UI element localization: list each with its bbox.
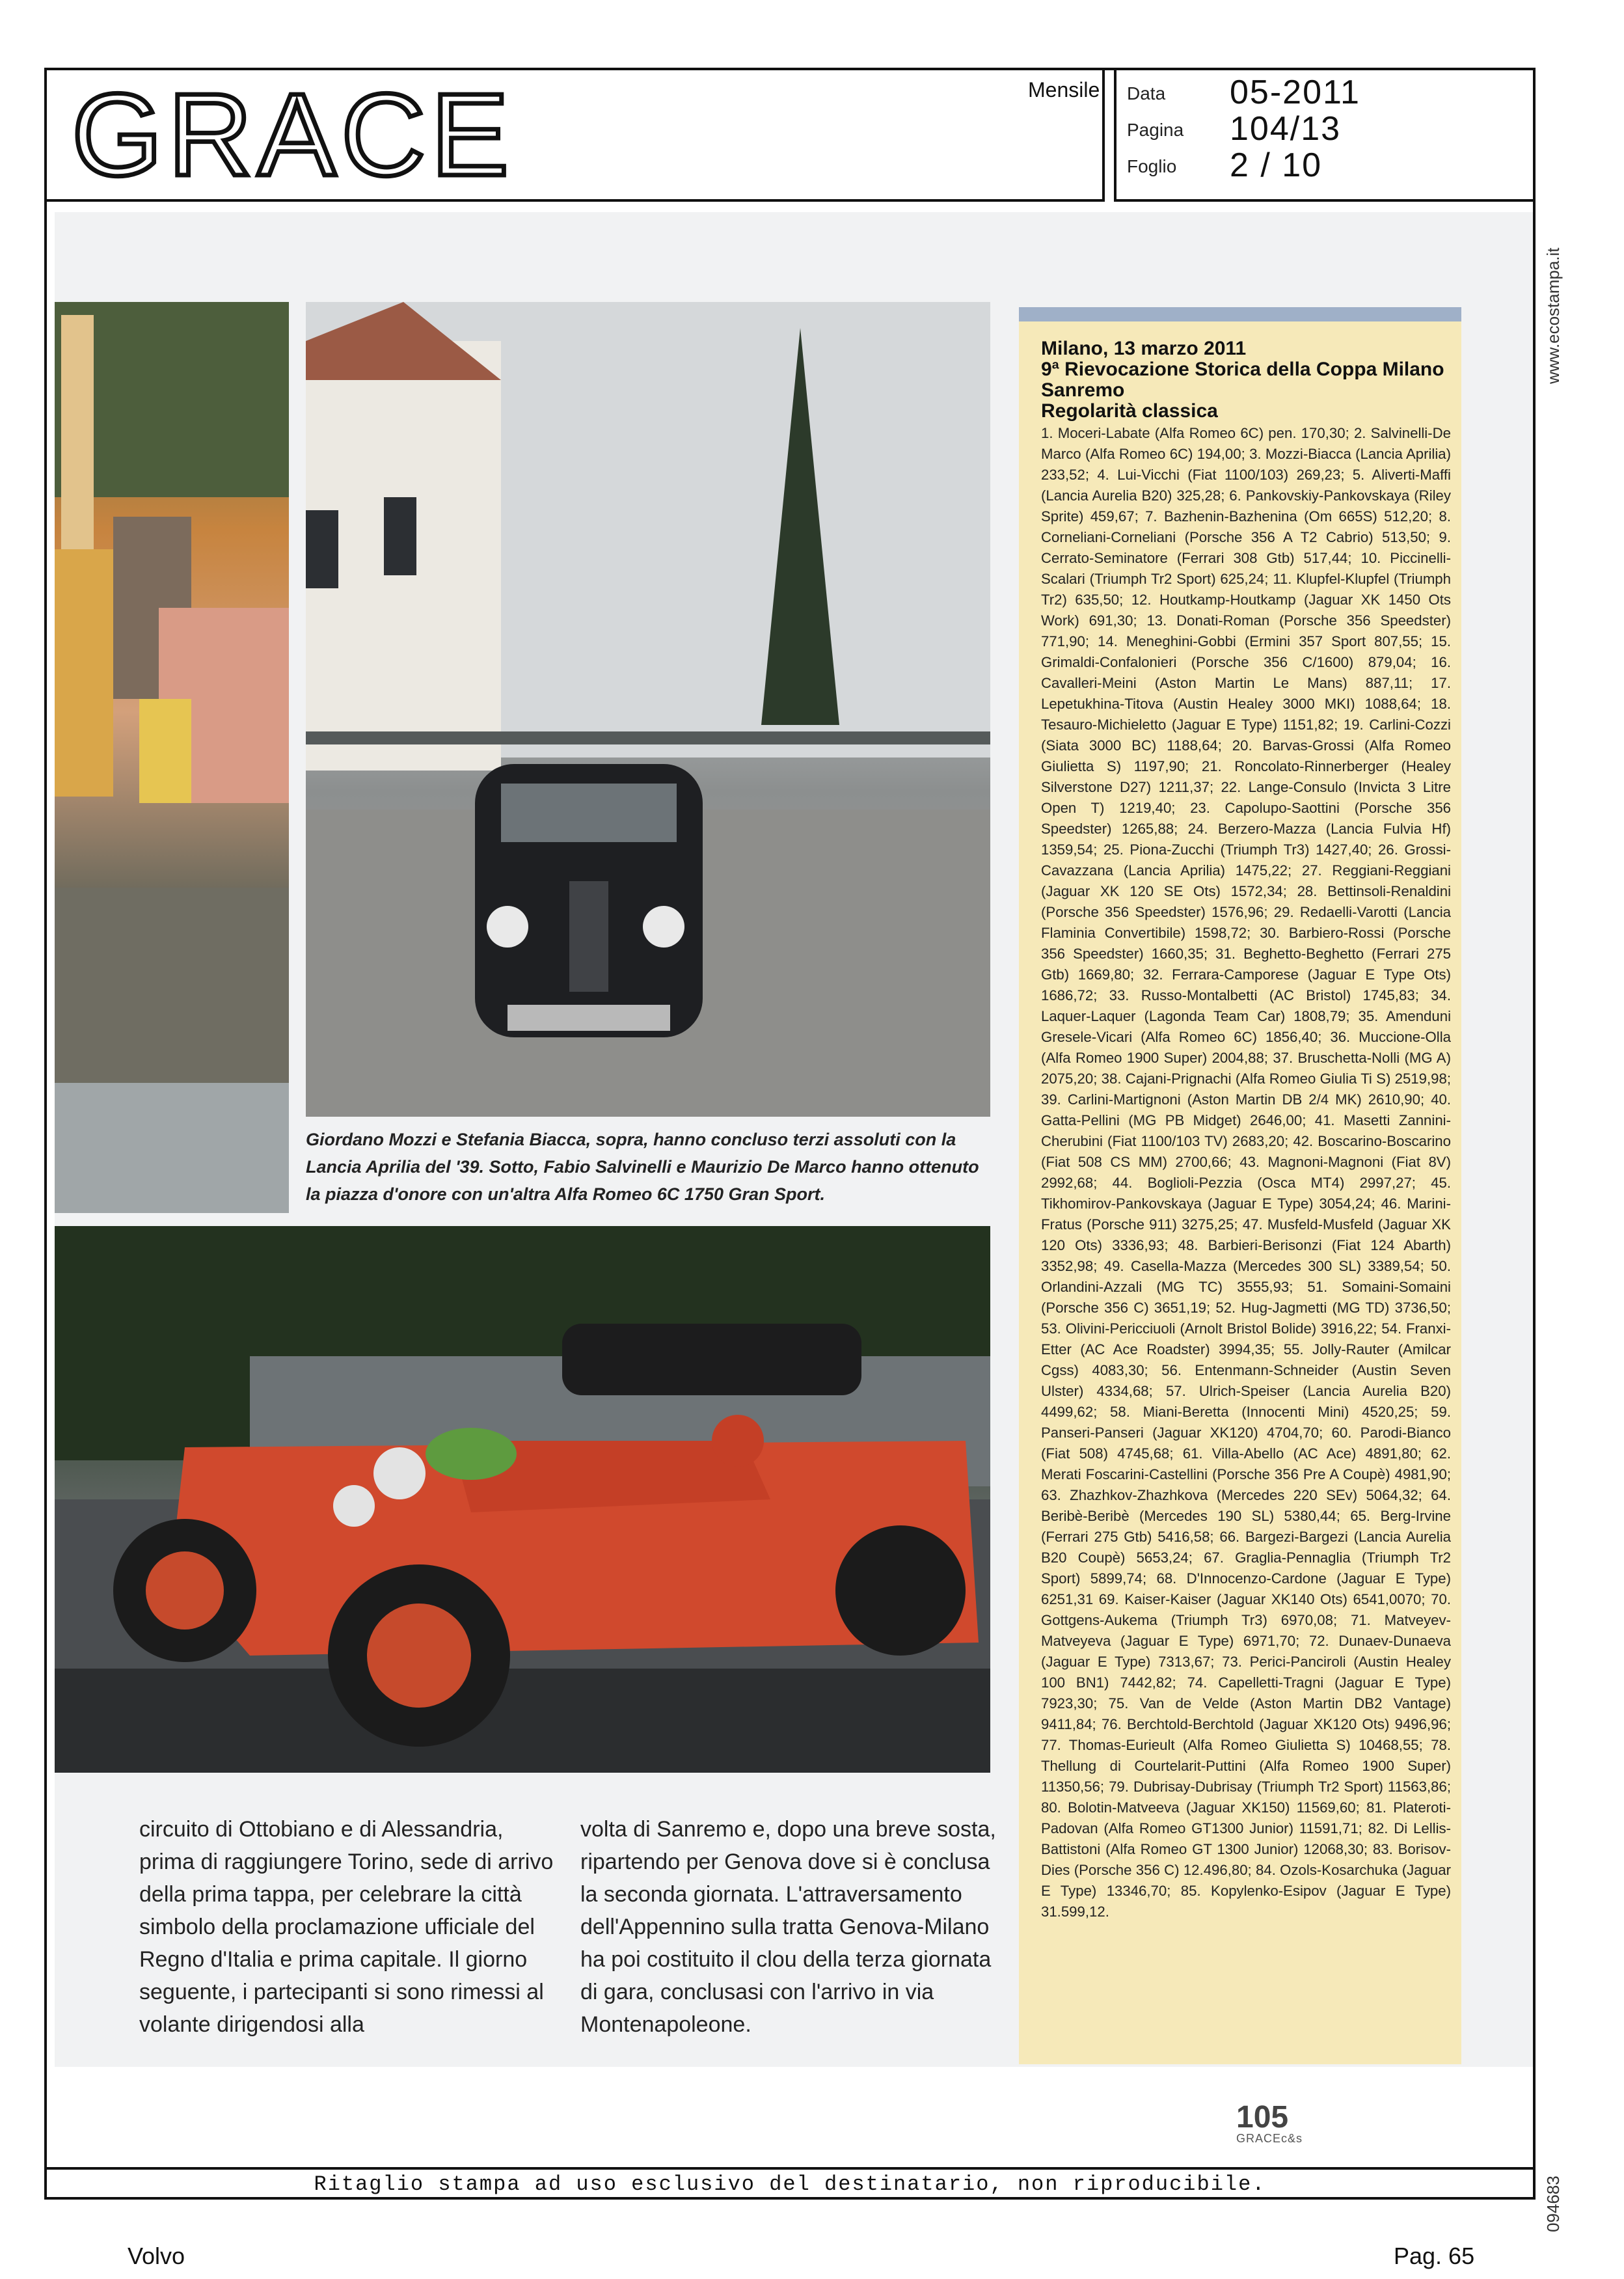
photo-caption: Giordano Mozzi e Stefania Biacca, sopra, hanno concluso terzi assoluti con la Lancia Aprilia del '39. Sotto, Fabio Salvinelli e Maurizio De Marco hanno ottenuto la piazza d'onore con un'altra Alfa Romeo 6C 1750 Gran Sport. (306, 1130, 979, 1204)
website-vertical: www.ecostampa.it (1543, 247, 1563, 384)
masthead-logo: GRACE (72, 70, 515, 200)
sidebar-title-event: 9ª Rievocazione Storica della Coppa Milano Sanremo (1041, 359, 1444, 401)
code-vertical: 094683 (1543, 2176, 1563, 2232)
photo-town (55, 302, 289, 1213)
sidebar-title-category: Regolarità classica (1041, 400, 1218, 422)
photo-lancia-aprilia (306, 302, 990, 1117)
date-value: 05-2011 (1230, 74, 1360, 111)
alfa-illustration (55, 1226, 990, 1773)
page-value: 104/13 (1230, 110, 1342, 148)
footer-right: Pag. 65 (1394, 2243, 1475, 2269)
date-label: Data (1127, 83, 1166, 103)
town-illustration (55, 302, 289, 1213)
disclaimer: Ritaglio stampa ad uso esclusivo del destinatario, non riproducibile. (314, 2172, 1266, 2196)
sheet-label: Foglio (1127, 156, 1177, 176)
disclaimer-divider (44, 2167, 1536, 2170)
lancia-illustration (306, 302, 990, 1117)
folio-number: 105 (1236, 2100, 1289, 2135)
body-column-1: circuito di Ottobiano e di Alessandria, prima di raggiungere Torino, sede di arrivo della prima tappa, per celebrare la città simbolo della proclamazione ufficiale del Regno d'Italia e prima capitale. Il giorno seguente, i partecipanti si sono rimessi al volante dirigendosi alla (139, 1817, 554, 2037)
page-label: Pagina (1127, 120, 1184, 140)
frequency-label: Mensile (1028, 78, 1100, 102)
folio-sub: GRACEc&s (1236, 2132, 1303, 2145)
sidebar-results: 1. Moceri-Labate (Alfa Romeo 6C) pen. 170,30; 2. Salvinelli-De Marco (Alfa Romeo 6C) 194,00; 3. Mozzi-Biacca (Lancia Aprilia) 233,52; 4. Lui-Vicchi (Fiat 1100/103) 269,23; 5. Aliverti-Maffi (Lancia Aurelia B20) 325,28; 6. Pankovskiy-Pankovskaya (Riley Sprite) 459,67; 7. Bazhenin-Bazhenina (Om 665S) 512,20; 8. Corneliani-Corneliani (Porsche 356 A T2 Cabrio) 513,50; 9. Cerrato-Seminatore (Ferrari 308 Gtb) 517,44; 10. Piccinelli-Scalari (Triumph Tr2 Sport) 625,24; 11. Klupfel-Klupfel (Triumph Tr2) 635,50; 12. Houtkamp-Houtkamp (Jaguar XK 1450 Ots Work) 691,30; 13. Donati-Roman (Porsche 356 Speedster) 771,90; 14. Meneghini-Gobbi (Ermini 357 Sport 807,55; 15. Grimaldi-Confalonieri (Porsche 356 C/1600) 879,04; 16. Cavalleri-Meini (Aston Martin Le Mans) 887,11; 17. Lepetukhina-Titova (Austin Healey 3000 MKI) 1088,64; 18. Tesauro-Michieletto (Jaguar E Type) 1151,82; 19. Carlini-Cozzi (Siata 3000 BC) 1188,64; 20. Barvas-Grossi (Alfa Romeo Giulietta S) 1197,90; 21. Roncolato-Rinnerberger (Healey Silverstone D27) 1211,37; 22. Lange-Consulo (Invicta 3 Litre Open T) 1219,40; 23. Capolupo-Saottini (Porsche 356 Speedster) 1265,88; 24. Berzero-Mazza (Lancia Fulvia Hf) 1359,54; 25. Piona-Zucchi (Triumph Tr3) 1427,40; 26. Grossi-Cavazzana (Lancia Aprilia) 1475,22; 27. Reggiani-Reggiani (Jaguar XK 120 SE Ots) 1572,34; 28. Bettinsoli-Renaldini (Porsche 356 Speedster) 1576,96; 29. Redaelli-Varotti (Lancia Flaminia Convertibile) 1598,72; 30. Barbiero-Rossi (Porsche 356 Speedster) 1660,35; 31. Beghetto-Beghetto (Ferrari 275 Gtb) 1669,80; 32. Ferrara-Camporese (Jaguar E Type Ots) 1686,72; 33. Russo-Montalbetti (AC Bristol) 1745,83; 34. Laquer-Laquer (Lagonda Team Car) 1808,79; 35. Amenduni Gresele-Vicari (Alfa Romeo 6C) 1856,40; 36. Muccione-Olla (Alfa Romeo 1900 Super) 2004,88; 37. Bruschetta-Nolli (MG A) 2075,20; 38. Cajani-Prignachi (Alfa Romeo Giulia Ti S) 2519,98; 39. Carlini-Martignoni (Aston Martin DB 2/4 MK) 2610,90; 40. Gatta-Pellini (MG PB Midget) 2646,00; 41. Masetti Zannini-Cherubini (Fiat 1100/103 TV) 2683,20; 42. Boscarino-Boscarino (Fiat 508 CS MM) 2700,66; 43. Magnoni-Magnoni (Fiat 8V) 2992,68; 44. Boglioli-Pezzia (Osca MT4) 2997,27; 45. Tikhomirov-Pankovskaya (Jaguar E Type) 3054,24; 46. Marini-Fratus (Porsche 911) 3275,25; 47. Musfeld-Musfeld (Jaguar XK 120 Ots) 3336,93; 48. Barbieri-Berisonzi (Fiat 124 Abarth) 3352,98; 49. Casella-Mazza (Mercedes 300 SL) 3389,54; 50. Orlandini-Azzali (MG TC) 3555,93; 51. Somaini-Somaini (Porsche 356 C) 3651,19; 52. Hug-Jagmetti (MG TD) 3736,50; 53. Olivini-Pericciuoli (Arnolt Bristol Bolide) 3916,22; 54. Franxi-Etter (AC Ace Roadster) 3994,35; 55. Jolly-Rauter (Amilcar Cgss) 4083,30; 56. Entenmann-Schneider (Austin Seven Ulster) 4334,68; 57. Ulrich-Speiser (Lancia Aurelia B20) 4499,62; 58. Miani-Beretta (Innocenti Mini) 4520,25; 59. Panseri-Panseri (Jaguar XK120) 4704,70; 60. Parodi-Bianco (Fiat 508) 4745,68; 61. Villa-Abello (AC Ace) 4891,80; 62. Merati Foscarini-Castellini (Porsche 356 Pre A Coupè) 4981,90; 63. Zhazhkov-Zhazhkova (Mercedes 220 SEv) 5064,32; 64. Beribè-Beribè (Mercedes 190 SL) 5380,44; 65. Berg-Irvine (Ferrari 275 Gtb) 5416,58; 66. Bargezi-Bargezi (Lancia Aurelia B20 Coupè) 5653,24; 67. Graglia-Pennaglia (Triumph Tr2 Sport) 5899,74; 68. D'Innocenzo-Cardone (Jaguar E Type) 6251,31 69. Kaiser-Kaiser (Jaguar XK140 Ots) 6541,0070; 70. Gottgens-Aukema (Triumph Tr3) 6970,08; 71. Matveyev-Matveyeva (Jaguar E Type) 6971,70; 72. Dunaev-Dunaeva (Jaguar E Type) 7313,67; 73. Perici-Panciroli (Austin Healey 100 BN1) 7442,82; 74. Capelletti-Tragni (Jaguar E Type) 7923,30; 75. Van de Velde (Aston Martin DB2 Vantage) 9411,84; 76. Berchtold-Berchtold (Jaguar XK120 Ots) 9496,96; 77. Thomas-Eurieult (Alfa Romeo Giulietta S) 10468,55; 78. Thellung di Courtelarit-Puttini (Alfa Romeo 1900 Super) 11350,56; 79. Dubrisay-Dubrisay (Triumph Tr2 Sport) 11563,86; 80. Bolotin-Matveeva (Jaguar XK150) 11569,60; 81. Plateroti-Padovan (Alfa Romeo GT1300 Junior) 11591,71; 82. Di Lellis-Battistoni (Alfa Romeo GT 1300 Junior) 12068,30; 83. Borisov-Dies (Porsche 356 C) 12.496,80; 84. Ozols-Kosarchuka (Jaguar E Type) 13346,70; 85. Kopylenko-Esipov (Jaguar E Type) 31.599,12. (1041, 425, 1451, 1920)
sheet-value: 2 / 10 (1230, 146, 1323, 184)
footer-left: Volvo (128, 2243, 185, 2269)
sidebar-top-bar (1019, 307, 1461, 321)
body-column-2: volta di Sanremo e, dopo una breve sosta, ripartendo per Genova dove si è conclusa la seconda giornata. L'attraversamento dell'Appennino sulla tratta Genova-Milano ha poi costituito il clou della terza giornata di gara, conclusasi con l'arrivo in via Montenapoleone. (580, 1817, 996, 2037)
sidebar-title-date: Milano, 13 marzo 2011 (1041, 338, 1247, 359)
sidebar-title (1041, 338, 1451, 422)
photo-alfa-romeo (55, 1226, 990, 1773)
